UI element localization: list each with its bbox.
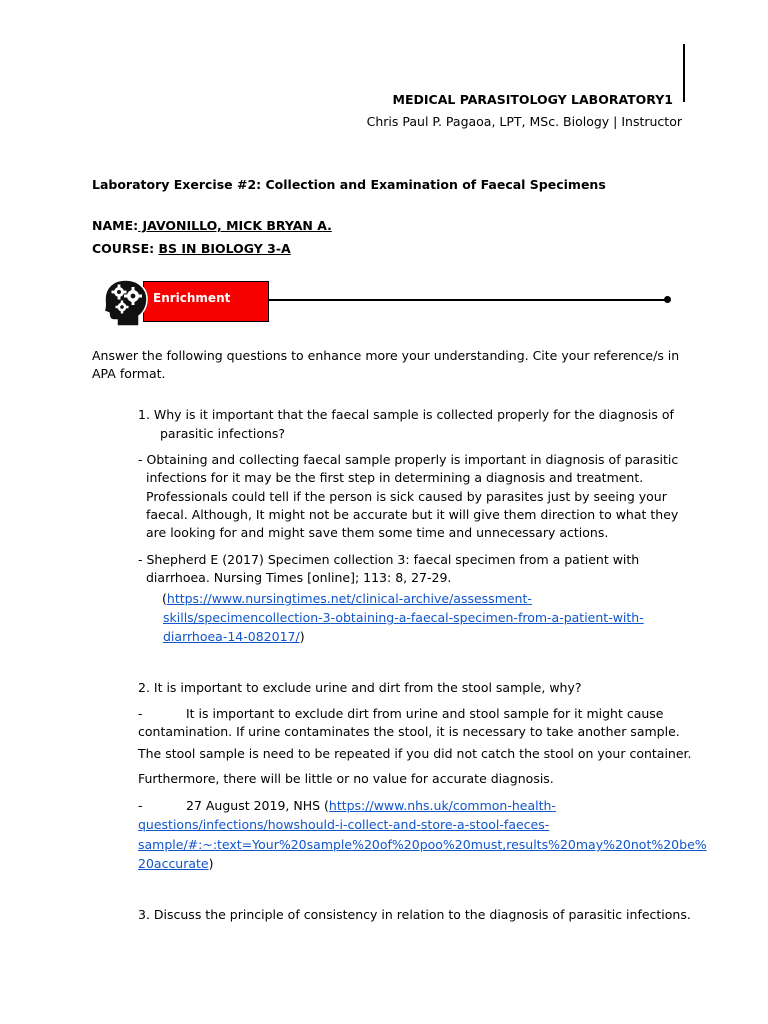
header-vertical-rule: [683, 44, 685, 102]
q1-answer-line-1: - Obtaining and collecting faecal sample properly is important in diagnosis of parasitic: [138, 452, 679, 467]
q1-reference-link-cont[interactable]: skills/specimencollection-3-obtaining-a-faecal-specimen-from-a-patient-with-: [163, 610, 644, 625]
q2-answer-line-3: The stool sample is need to be repeated if you did not catch the stool on your container.: [138, 746, 692, 761]
q2-reference-dash: -: [138, 798, 143, 813]
q1-reference-line-1: - Shepherd E (2017) Specimen collection 3: faecal specimen from a patient with: [138, 552, 640, 567]
q3-question: 3. Discuss the principle of consistency in relation to the diagnosis of parasitic infections.: [138, 907, 691, 922]
q1-link-close-paren: ): [299, 629, 305, 644]
intro-line-1: Answer the following questions to enhance more your understanding. Cite your reference/s in: [92, 348, 680, 363]
enrichment-banner: [103, 279, 669, 327]
student-course: [92, 241, 291, 256]
q1-answer-line-2: infections for it may be the first step in determining a diagnosis and treatment.: [146, 470, 644, 485]
q1-answer-line-4: faecal. Although, It might not be accurate but it will give them direction to what they: [146, 507, 679, 522]
q1-reference-link-end[interactable]: diarrhoea-14-082017/: [163, 629, 300, 644]
q1-link-line-2: [163, 609, 644, 628]
enrichment-label: Enrichment: [153, 291, 231, 305]
q2-answer-line-4: Furthermore, there will be little or no value for accurate diagnosis.: [138, 771, 554, 786]
name-value: JAVONILLO, MICK BRYAN A.: [138, 218, 332, 233]
q2-link-line-4: [138, 855, 214, 874]
banner-rule: [269, 299, 667, 301]
q2-answer-line-1: It is important to exclude dirt from urine and stool sample for it might cause: [186, 706, 664, 721]
q2-reference-line-1: [186, 797, 556, 816]
q1-link-open-paren: (: [162, 591, 167, 606]
q2-reference-text: 27 August 2019, NHS (: [186, 798, 329, 813]
banner-rule-endpoint: [664, 296, 671, 303]
student-name: [92, 218, 332, 233]
q2-reference-link-end[interactable]: 20accurate: [138, 856, 209, 871]
q1-question-line-2: parasitic infections?: [160, 426, 286, 441]
intro-line-2: APA format.: [92, 366, 166, 381]
q2-reference-link-cont-2[interactable]: sample/#:~:text=Your%20sample%20of%20poo%20must,results%20may%20not%20be%: [138, 837, 707, 852]
q1-reference-line-2: diarrhoea. Nursing Times [online]; 113: 8, 27-29.: [146, 570, 452, 585]
q2-answer-dash: -: [138, 706, 143, 721]
q2-link-close-paren: ): [208, 856, 214, 871]
q1-link-line-3: [163, 628, 305, 647]
course-label: COURSE:: [92, 241, 155, 256]
course-title: MEDICAL PARASITOLOGY LABORATORY1: [392, 92, 673, 107]
q1-link-line-1: [162, 590, 532, 609]
q2-answer-line-2: contamination. If urine contaminates the stool, it is necessary to take another sample.: [138, 724, 680, 739]
name-label: NAME:: [92, 218, 139, 233]
q1-question-line-1: 1. Why is it important that the faecal sample is collected properly for the diagnosis of: [138, 407, 674, 422]
q2-link-line-2: [138, 816, 549, 835]
q1-reference-link[interactable]: https://www.nursingtimes.net/clinical-archive/assessment-: [166, 591, 532, 606]
course-value: BS IN BIOLOGY 3-A: [158, 241, 291, 256]
q1-answer-line-5: are looking for and might save them some time and unnecessary actions.: [146, 525, 609, 540]
q2-reference-link-cont[interactable]: questions/infections/howshould-i-collect-and-store-a-stool-faeces-: [138, 817, 550, 832]
q2-link-line-3: [138, 836, 707, 855]
q2-reference-link[interactable]: https://www.nhs.uk/common-health-: [328, 798, 556, 813]
q2-question: 2. It is important to exclude urine and dirt from the stool sample, why?: [138, 680, 582, 695]
q1-answer-line-3: Professionals could tell if the person is sick caused by parasites just by seeing your: [146, 489, 667, 504]
instructor-line: Chris Paul P. Pagaoa, LPT, MSc. Biology | Instructor: [366, 114, 682, 129]
head-gears-icon: [103, 279, 153, 327]
exercise-title: Laboratory Exercise #2: Collection and Examination of Faecal Specimens: [92, 177, 606, 192]
